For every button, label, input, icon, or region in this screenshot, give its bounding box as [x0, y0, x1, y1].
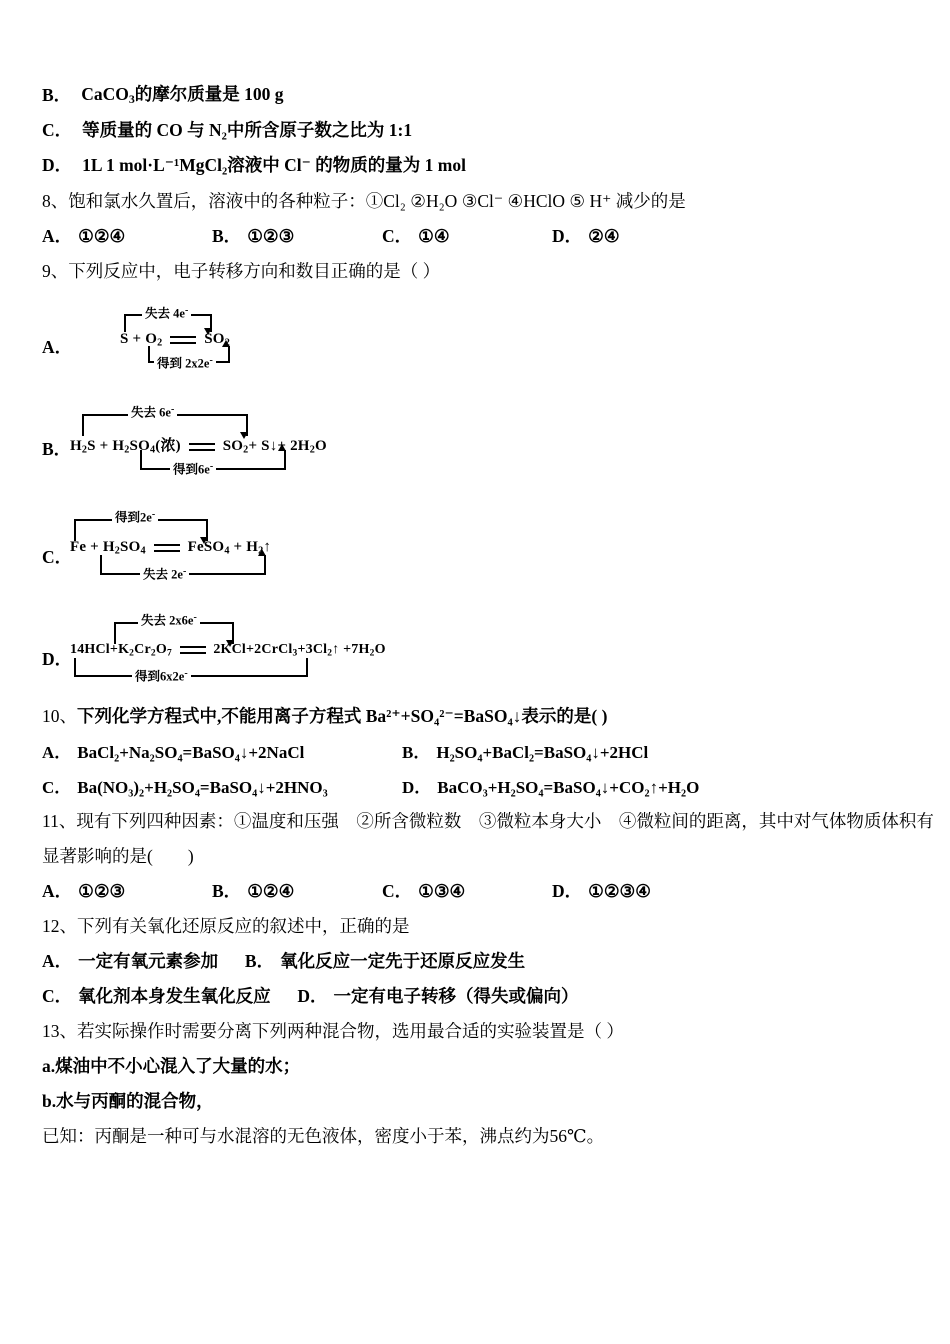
question-12-stem — [42, 908, 917, 943]
question-13-stem — [42, 1013, 917, 1048]
question-8-option-b-text: ①②③ — [247, 226, 295, 246]
question-11-stem-line-2 — [42, 838, 917, 873]
question-8-option-a[interactable] — [42, 223, 212, 248]
question-11-option-c[interactable] — [382, 878, 552, 903]
question-11-option-c-label: C． — [382, 881, 413, 901]
question-10-option-c-label: C． — [42, 778, 72, 797]
question-9-diagram-a — [120, 306, 260, 376]
question-12-option-a-text: 一定有氧元素参加 — [78, 951, 219, 971]
question-9-option-c-label: C． — [42, 547, 73, 567]
question-9-option-a[interactable] — [42, 288, 917, 396]
question-9-option-c[interactable] — [42, 501, 917, 606]
question-13-text: 若实际操作时需要分离下列两种混合物，选用最合适的实验装置是（ ） — [77, 1021, 624, 1041]
question-9-eq-d-left: $14HCl+K_2Cr_2O_7$ — [70, 642, 172, 659]
transfer-bracket-bottom-d — [74, 658, 308, 677]
question-9-option-a-label: A． — [42, 337, 73, 357]
question-9-caption-a-top: 失去 4e- — [142, 306, 191, 320]
question-8-option-b[interactable] — [212, 223, 382, 248]
question-9-caption-a-bottom: 得到 2x2e- — [154, 356, 216, 370]
question-10-option-b-label: B． — [402, 743, 431, 762]
question-9-number: 9、 — [42, 261, 69, 281]
question-12-option-a-label: A． — [42, 951, 73, 971]
question-13-number: 13、 — [42, 1021, 77, 1041]
question-10-options-row-2 — [42, 768, 917, 803]
question-9-eq-c-left: $Fe + H_2SO_4$ — [70, 539, 146, 557]
question-11-number: 11、 — [42, 811, 77, 831]
question-12-option-d-text: 一定有电子转移（得失或偏向） — [333, 986, 579, 1006]
question-9-caption-c-bottom: 失去 2e- — [140, 567, 189, 581]
question-10-option-b-text: H₂SO₄+BaCl₂=BaSO₄↓+2HCl — [436, 743, 649, 762]
question-11-options — [42, 873, 917, 908]
question-8-option-c-label: C． — [382, 226, 413, 246]
question-9-eq-c-right: FeSO$_4$ + $H_2↑$ — [187, 539, 272, 557]
question-11-option-a[interactable] — [42, 878, 212, 903]
question-11-option-b-label: B． — [212, 881, 242, 901]
question-11-text-line-2: 显著影响的是( ) — [42, 846, 194, 866]
question-12-option-d[interactable] — [297, 986, 578, 1006]
question-12-option-d-label: D． — [297, 986, 328, 1006]
question-12-option-b-text: 氧化反应一定先于还原反应发生 — [280, 951, 526, 971]
question-12-option-a[interactable] — [42, 951, 218, 971]
question-12-text: 下列有关氧化还原反应的叙述中，正确的是 — [77, 916, 410, 936]
question-10-option-c[interactable] — [42, 773, 402, 798]
question-10-text: 下列化学方程式中,不能用离子方程式 Ba²⁺+SO₄²⁻=BaSO₄↓表示的是( ) — [77, 706, 608, 726]
carryover-option-d-label: D． — [42, 154, 73, 175]
question-9-option-b-label: B． — [42, 439, 72, 459]
question-11-option-d-text: ①②③④ — [588, 881, 651, 901]
question-10-stem — [42, 698, 917, 733]
carryover-option-d — [42, 148, 917, 183]
question-9-option-d-label: D． — [42, 649, 73, 669]
question-9-caption-d-top: 失去 2x6e- — [138, 613, 200, 627]
carryover-option-c — [42, 113, 917, 148]
arrow-down-icon — [226, 640, 234, 647]
question-9-option-d[interactable] — [42, 606, 917, 698]
question-8-option-c[interactable] — [382, 223, 552, 248]
question-9-eq-b-left: $H_2S + H_2SO_4$(浓) — [70, 438, 181, 456]
question-8-number: 8、 — [42, 191, 69, 211]
arrow-up-icon — [258, 549, 266, 556]
question-13-item-b — [42, 1083, 917, 1118]
question-8-option-a-text: ①②④ — [78, 226, 126, 246]
question-10-option-a[interactable] — [42, 738, 402, 763]
question-11-option-a-label: A． — [42, 881, 73, 901]
question-8-stem — [42, 183, 917, 218]
question-8-option-b-label: B． — [212, 226, 242, 246]
arrow-down-icon — [200, 537, 208, 544]
question-12-option-c-label: C． — [42, 986, 73, 1006]
arrow-down-icon — [240, 432, 248, 439]
question-9-diagram-b — [70, 406, 360, 484]
question-12-option-c[interactable] — [42, 986, 271, 1006]
question-13-item-a — [42, 1048, 917, 1083]
question-9-text: 下列反应中，电子转移方向和数目正确的是（ ） — [68, 261, 441, 281]
question-10-option-a-label: A． — [42, 743, 72, 762]
question-11-option-b-text: ①②④ — [247, 881, 295, 901]
question-11-option-c-text: ①③④ — [418, 881, 466, 901]
question-13-item-b-text: b.水与丙酮的混合物， — [42, 1091, 214, 1111]
question-9-caption-b-top: 失去 6e- — [128, 405, 177, 419]
question-11-text-line-1: 现有下列四种因素：①温度和压强 ②所含微粒数 ③微粒本身大小 ④微粒间的距离，其中对气体物质体积有 — [76, 811, 934, 831]
question-8-option-d-text: ②④ — [588, 226, 620, 246]
question-9-eq-b-right: $SO_2+$ S↓+ $2H_2O$ — [222, 438, 327, 456]
arrow-down-icon — [204, 328, 212, 335]
question-13-note-text: 已知：丙酮是一种可与水混溶的无色液体，密度小于苯，沸点约为56℃。 — [42, 1126, 605, 1146]
carryover-option-c-label: C． — [42, 119, 73, 140]
question-12-number: 12、 — [42, 916, 77, 936]
question-8-option-d-label: D． — [552, 226, 583, 246]
question-10-option-b[interactable] — [402, 738, 762, 763]
question-11-option-d-label: D． — [552, 881, 583, 901]
question-9-caption-c-top: 得到2e- — [112, 510, 158, 524]
carryover-option-b-body: CaCO$_3$的摩尔质量是 100 g — [81, 83, 284, 106]
question-13-note — [42, 1118, 917, 1153]
question-13-item-a-text: a.煤油中不小心混入了大量的水； — [42, 1056, 301, 1076]
question-9-stem — [42, 253, 917, 288]
question-11-option-a-text: ①②③ — [78, 881, 126, 901]
question-10-number: 10、 — [42, 706, 77, 726]
question-12-option-b[interactable] — [245, 951, 525, 971]
question-9-diagram-d — [70, 614, 410, 692]
page-content — [42, 78, 934, 1153]
question-11-option-b[interactable] — [212, 878, 382, 903]
arrow-up-icon — [222, 340, 230, 347]
question-8-option-d[interactable] — [552, 223, 722, 248]
question-11-option-d[interactable] — [552, 878, 722, 903]
question-10-option-d-text: BaCO₃+H₂SO₄=BaSO₄↓+CO₂↑+H₂O — [437, 778, 700, 797]
question-8-text: 饱和氯水久置后，溶液中的各种粒子：①Cl₂ ②H₂O ③Cl⁻ ④HClO ⑤ H⁺ 减少的是 — [68, 191, 686, 211]
question-12-options-row-2 — [42, 978, 917, 1013]
arrow-up-icon — [278, 444, 286, 451]
question-11-stem-line-1 — [42, 803, 934, 838]
question-10-option-d[interactable] — [402, 773, 762, 798]
question-9-eq-a-left: $S + O_2$ — [120, 331, 163, 349]
question-9-caption-d-bottom: 得到6x2e- — [132, 669, 191, 683]
question-9-diagram-c — [70, 509, 320, 589]
question-8-option-a-label: A． — [42, 226, 73, 246]
question-9-option-b[interactable] — [42, 396, 917, 501]
carryover-option-d-text: 1L 1 mol·L⁻¹MgCl₂溶液中 Cl⁻ 的物质的量为 1 mol — [82, 154, 466, 175]
question-10-option-c-text: Ba(NO₃)₂+H₂SO₄=BaSO₄↓+2HNO₃ — [77, 778, 328, 797]
question-9-eq-a-right: $SO_2$ — [204, 331, 230, 349]
question-12-option-b-label: B． — [244, 951, 275, 971]
question-9-caption-b-bottom: 得到6e- — [170, 462, 216, 476]
question-10-options-row-1 — [42, 733, 917, 768]
question-9-eq-d-right: $2KCl+2CrCl_3+3Cl_2↑ +7H_2O$ — [213, 642, 386, 659]
question-10-option-a-text: BaCl₂+Na₂SO₄=BaSO₄↓+2NaCl — [77, 743, 305, 762]
carryover-option-c-text: 等质量的 CO 与 N₂中所含原子数之比为 1:1 — [82, 119, 413, 140]
question-12-options-row-1 — [42, 943, 917, 978]
question-8-options — [42, 218, 917, 253]
carryover-option-b — [42, 78, 917, 113]
question-8-option-c-text: ①④ — [418, 226, 450, 246]
question-10-option-d-label: D． — [402, 778, 432, 797]
carryover-option-b-text: B． — [42, 84, 72, 105]
question-12-option-c-text: 氧化剂本身发生氧化反应 — [78, 986, 271, 1006]
